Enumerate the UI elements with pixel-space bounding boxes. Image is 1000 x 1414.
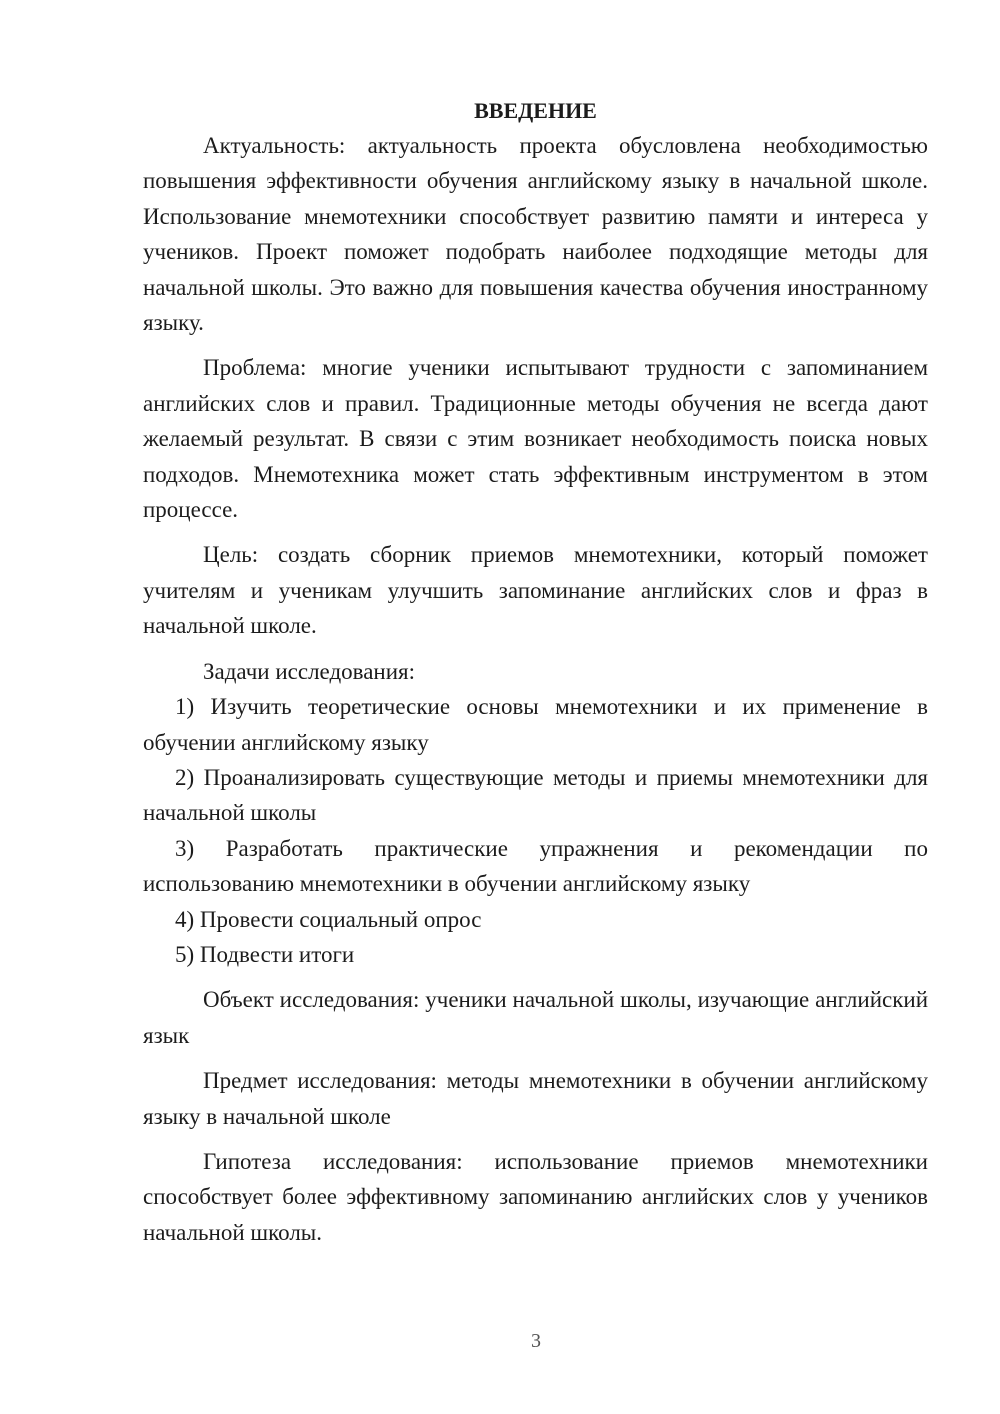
goal-paragraph: Цель: создать сборник приемов мнемотехники, который поможет учителям и ученикам улучшить запоминание английских слов и фраз в начальной школе. <box>143 542 928 639</box>
task-item-2: 2) Проанализировать существующие методы и приемы мнемотехники для начальной школы <box>143 764 928 826</box>
subject-paragraph: Предмет исследования: методы мнемотехники в обучении английскому языку в начальной школе <box>143 1068 928 1129</box>
tasks-title: Задачи исследования: <box>203 658 416 684</box>
page-number: 3 <box>531 1330 541 1352</box>
task-item-5: 5) Подвести итоги <box>175 941 355 967</box>
task-item-3: 3) Разработать практические упражнения и рекомендации по использованию мнемотехники в обучении английскому языку <box>143 835 928 897</box>
problem-paragraph: Проблема: многие ученики испытывают трудности с запоминанием английских слов и правил. Традиционные методы обучения не всегда дают желаемый результат. В связи с этим возникает необходимость поиска новых подходов. Мнемотехника может стать эффективным инструментом в этом процессе. <box>143 355 928 523</box>
relevance-paragraph: Актуальность: актуальность проекта обусловлена необходимостью повышения эффективности обучения английскому языку в начальной школе. Использование мнемотехники способствует развитию памяти и интереса у учеников. Проект поможет подобрать наиболее подходящие методы для начальной школы. Это важно для повышения качества обучения иностранному языку. <box>143 133 928 336</box>
page-title: ВВЕДЕНИЕ <box>474 98 597 123</box>
document-page <box>143 93 928 1250</box>
task-item-1: 1) Изучить теоретические основы мнемотехники и их применение в обучении английскому языку <box>143 694 928 755</box>
hypothesis-paragraph: Гипотеза исследования: использование приемов мнемотехники способствует более эффективному запоминанию английских слов у учеников начальной школы. <box>143 1148 928 1245</box>
object-paragraph: Объект исследования: ученики начальной школы, изучающие английский язык <box>143 987 928 1048</box>
task-item-4: 4) Провести социальный опрос <box>175 906 482 932</box>
